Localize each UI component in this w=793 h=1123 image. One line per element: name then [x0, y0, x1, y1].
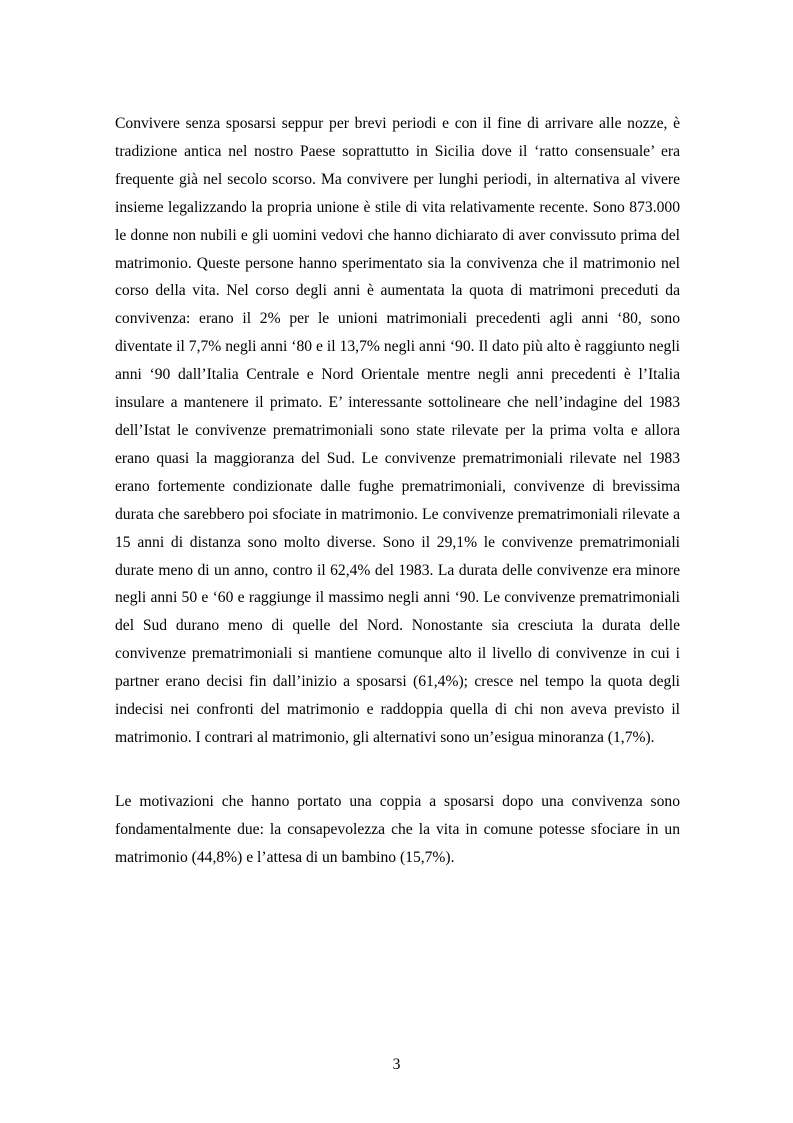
paragraph-motivazioni: Le motivazioni che hanno portato una coppia a sposarsi dopo una convivenza sono fondamentalmente due: la consapevolezza che la vita in comune potesse sfociare in un matrimonio (44,8%) e l’attesa di un bambino (15,7%). — [115, 793, 680, 866]
page-number: 3 — [392, 1056, 401, 1073]
paragraph-convivenze: Convivere senza sposarsi seppur per brevi periodi e con il fine di arrivare alle nozze, è tradizione antica nel nostro Paese soprattutto in Sicilia dove il ‘ratto consensuale’ era frequente già nel secolo scorso. Ma convivere per lunghi periodi, in alternativa al vivere insieme legalizzando la propria unione è stile di vita relativamente recente. Sono 873.000 le donne non nubili e gli uomini vedovi che hanno dichiarato di aver convissuto prima del matrimonio. Queste persone hanno sperimentato sia la convivenza che il matrimonio nel corso della vita. Nel corso degli anni è aumentata la quota di matrimoni preceduti da convivenza: erano il 2% per le unioni matrimoniali precedenti agli anni ‘80, sono diventate il 7,7% negli anni ‘80 e il 13,7% negli anni ‘90. Il dato più alto è raggiunto negli anni ‘90 dall’Italia Centrale e Nord Orientale mentre negli anni precedenti è l’Italia insulare a mantenere il primato. E’ interessante sottolineare che nell’indagine del 1983 dell’Istat le convivenze prematrimoniali sono state rilevate per la prima volta e allora erano quasi la maggioranza del Sud. Le convivenze prematrimoniali rilevate nel 1983 erano fortemente condizionate dalle fughe prematrimoniali, convivenze di brevissima durata che sarebbero poi sfociate in matrimonio. Le convivenze prematrimoniali rilevate a 15 anni di distanza sono molto diverse. Sono il 29,1% le convivenze prematrimoniali durate meno di un anno, contro il 62,4% del 1983. La durata delle convivenze era minore negli anni 50 e ‘60 e raggiunge il massimo negli anni ‘90. Le convivenze prematrimoniali del Sud durano meno di quelle del Nord. Nonostante sia cresciuta la durata delle convivenze prematrimoniali si mantiene comunque alto il livello di convivenze in cui i partner erano decisi fin dall’inizio a sposarsi (61,4%); cresce nel tempo la quota degli indecisi nei confronti del matrimonio e raddoppia quella di chi non aveva previsto il matrimonio. I contrari al matrimonio, gli alternativi sono un’esigua minoranza (1,7%). — [115, 115, 680, 746]
